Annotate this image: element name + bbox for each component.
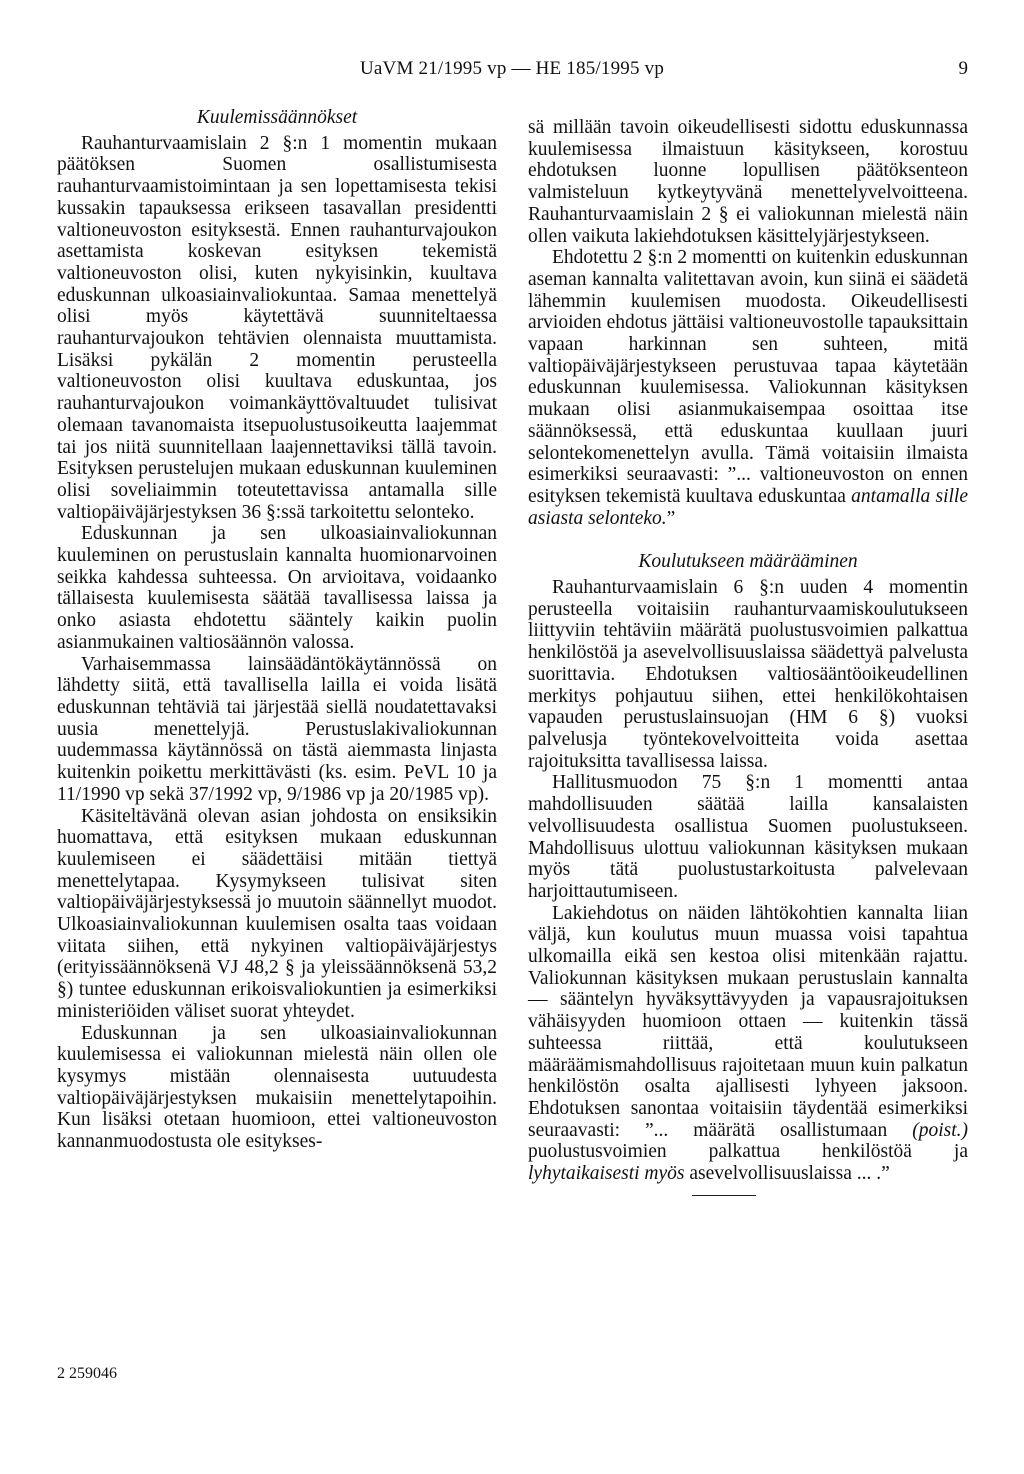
left-column [57, 107, 497, 1153]
paragraph: Varhaisemmassa lainsäädäntökäytännössä on lähdetty siitä, että tavallisella lailla ei voida lisätä eduskunnan tehtäviä tai järjestää siellä noudatettavaksi uusia menettelyjä. Perustuslakivaliokunnan uudemmassa käytännössä on tästä aiemmasta linjasta kuitenkin poikettu merkittävästi (ks. esim. PeVL 10 ja 11/1990 vp sekä 37/1992 vp, 9/1986 vp ja 20/1985 vp). [57, 653, 497, 805]
paragraph-text: puolustusvoimien palkattua henkilöstöä ja [528, 1141, 968, 1163]
paragraph: Rauhanturvaamislain 2 §:n 1 momentin mukaan päätöksen Suomen osallistumisesta rauhanturvaamistoimintaan ja sen lopettamisesta tekisi kussakin tapauksessa erikseen tasavallan presidentti valtioneuvoston esityksestä. Ennen rauhanturvajoukon asettamista koskevan esityksen tekemistä valtioneuvoston olisi, kuten nykyisinkin, kuultava eduskunnan ulkoasiainvaliokuntaa. Samaa menettelyä olisi myös käytettävä suunniteltaessa rauhanturvajoukon tehtävien olennaista muuttamista. Lisäksi pykälän 2 momentin perusteella valtioneuvoston olisi kuultava eduskuntaa, jos rauhanturvajoukon voimankäyttövaltuudet tulisivat olemaan tavanomaista itsepuolustusoikeutta laajemmat tai jos niitä suunnitellaan laajennettaviksi tällä tavoin. Esityksen perustelujen mukaan eduskunnan kuuleminen olisi soveliaimmin toteutettavissa antamalla sille valtiopäiväjärjestyksen 36 §:ssä tarkoitettu selonteko. [57, 132, 497, 523]
paragraph-text: asevelvollisuuslaissa ... .” [684, 1163, 890, 1185]
paragraph-text: Ehdotettu 2 §:n 2 momentti on kuitenkin eduskunnan aseman kannalta valitettavan avoin, kun siinä ei säädetä lähemmin kuulemisen muodosta. Oikeudellisesti arvioiden ehdotus jättäisi valtioneuvostolle tapauksittain vapaan harkinnan sen suhteen, mitä valtiopäiväjärjestykseen perustuvaa tapaa käytetään eduskunnan kuulemisessa. Valiokunnan käsityksen mukaan olisi asianmukaisempaa osoittaa itse säännöksessä, että eduskuntaa kuullaan juuri selontekomenettelyn avulla. Tämä voitaisiin ilmaista esimerkiksi seuraavasti: ”... valtioneuvoston on ennen esityksen tekemistä kuultava eduskuntaa [528, 247, 968, 507]
paragraph [528, 903, 968, 1185]
emphasis-text: antamalla sille asiasta selonteko. [528, 485, 968, 529]
paragraph [528, 247, 968, 529]
paragraph: Rauhanturvaamislain 6 §:n uuden 4 momentin perusteella voitaisiin rauhanturvaamiskoulutukseen liittyviin tehtäviin määrätä puolustusvoimien palkattua henkilöstöä ja asevelvollisuuslaissa säädettyä palvelusta suorittavia. Ehdotuksen valtiosääntöoikeudellinen merkitys pohjautuu siihen, ettei henkilökohtaisen vapauden perustuslainsuojan (HM 6 §) vuoksi palvelusja työntekovelvoitteita voida asettaa rajoituksitta tavallisessa laissa. [528, 577, 968, 772]
paragraph: Eduskunnan ja sen ulkoasiainvaliokunnan kuulemisessa ei valiokunnan mielestä näin ollen ole kysymys mistään olennaisesta uutuudesta valtiopäiväjärjestyksen mukaisiin menettelytapoihin. Kun lisäksi otetaan huomioon, ettei valtioneuvoston kannanmuodostusta ole esitykses- [57, 1022, 497, 1153]
paragraph: Eduskunnan ja sen ulkoasiainvaliokunnan kuuleminen on perustuslain kannalta huomionarvoinen seikka kahdessa suhteessa. On arvioitava, voidaanko tällaisesta kuulemisesta säätää tavallisessa laissa ja onko asiasta ehdotettu sääntely kaikin puolin asianmukainen valtiosäännön valossa. [57, 523, 497, 653]
emphasis-text: lyhytaikaisesti myös [528, 1163, 685, 1185]
section-heading-kuulemissaannokset: Kuulemissäännökset [196, 107, 358, 128]
section-heading-koulutukseen-maaraaminen: Koulutukseen määrääminen [638, 551, 858, 573]
paragraph: Hallitusmuodon 75 §:n 1 momentti antaa mahdollisuuden säätää lailla kansalaisten velvollisuudesta osallistua Suomen puolustukseen. Mahdollisuus ulottuu valiokunnan käsityksen mukaan myös tätä puolustustarkoitusta palvelevaan harjoittautumiseen. [528, 772, 968, 902]
print-code: 2 259046 [57, 1365, 117, 1382]
emphasis-text: (poist.) [912, 1119, 968, 1141]
page-header [0, 58, 1024, 86]
closing-quote: ” [666, 507, 676, 529]
page-number: 9 [958, 58, 968, 79]
paragraph-text: Lakiehdotus on näiden lähtökohtien kannalta liian väljä, kun koulutus muun muassa voisi tapahtua ulkomailla eikä sen kestoa olisi mitenkään rajattu. Valiokunnan käsityksen mukaan perustuslain kannalta — sääntelyn hyväksyttävyyden ja vapausrajoituksen vähäisyyden huomioon ottaen — kuitenkin tässä suhteessa riittää, että koulutukseen määräämismahdollisuus rajoitetaan muun kuin palkatun henkilöstön osalta ajallisesti lyhyeen jaksoon. Ehdotuksen sanontaa voitaisiin täydentää esimerkiksi seuraavasti: ”... määrätä osallistumaan [528, 902, 968, 1141]
right-column [528, 117, 968, 1196]
end-rule-divider [692, 1195, 756, 1196]
paragraph: sä millään tavoin oikeudellisesti sidottu eduskunnassa kuulemisessa ilmaistuun käsitykseen, korostuu ehdotuksen luonne lopullisen päätöksenteon valmisteluun kytkeytyvänä menettelyvelvoitteena. Rauhanturvaamislain 2 § ei valiokunnan mielestä näin ollen vaikuta lakiehdotuksen käsittelyjärjestykseen. [528, 117, 968, 247]
paragraph: Käsiteltävänä olevan asian johdosta on ensiksikin huomattava, että esityksen mukaan eduskunnan kuulemiseen ei säädettäisi mitään tiettyä menettelytapaa. Kysymykseen tulisivat siten valtiopäiväjärjestyksessä jo muutoin säännellyt muodot. Ulkoasiainvaliokunnan kuulemisen osalta taas voidaan viitata siihen, että nykyinen valtiopäiväjärjestys (erityissäännöksenä VJ 48,2 § ja yleissäännöksenä 53,2 §) tuntee eduskunnan erikoisvaliokuntien ja esimerkiksi ministeriöiden väliset suorat yhteydet. [57, 805, 497, 1022]
running-title: UaVM 21/1995 vp — HE 185/1995 vp [359, 58, 665, 79]
